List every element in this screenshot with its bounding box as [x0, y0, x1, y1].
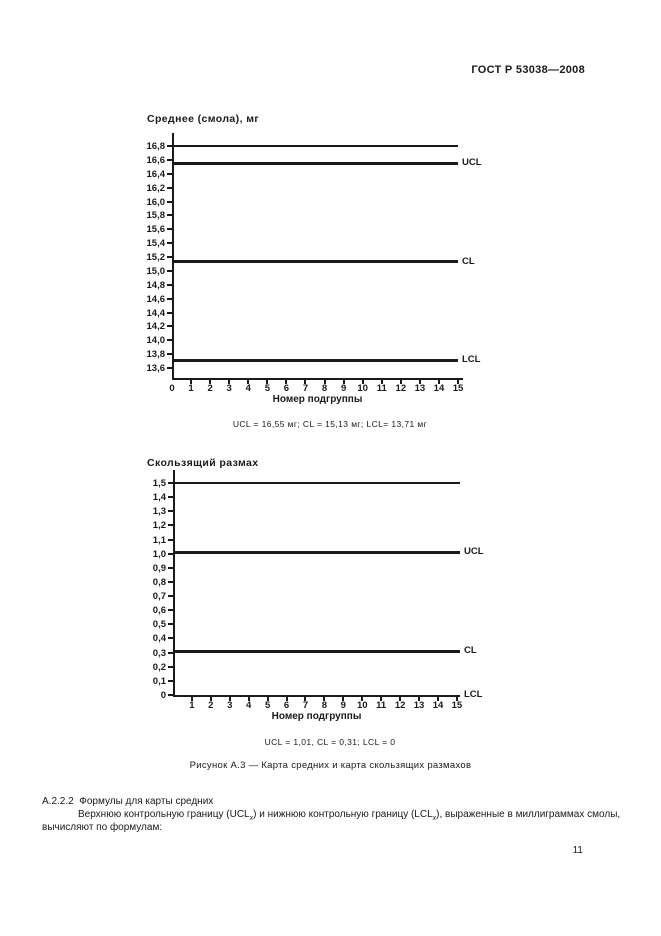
y-tick-label: 13,6 [146, 363, 165, 374]
ucl-subscript: x [249, 815, 254, 822]
chart-title: Среднее (смола), мг [147, 113, 260, 125]
y-tick-label: 0,5 [152, 619, 166, 631]
x-tick-label: 11 [376, 383, 387, 394]
y-axis-line [173, 470, 175, 697]
x-tick-label: 9 [340, 700, 346, 711]
x-tick-label: 7 [302, 700, 309, 711]
x-tick-label: 8 [321, 700, 328, 711]
paragraph-segment: ) и нижнюю контрольную границу (LCL [253, 809, 433, 820]
x-tick-label: 12 [395, 383, 407, 394]
y-tick-label: 14,8 [146, 279, 165, 291]
y-tick-label: 0,3 [152, 647, 166, 659]
y-tick-label: 16,2 [146, 182, 165, 194]
y-tick-label: 16,0 [146, 196, 165, 208]
y-tick-mark [168, 539, 173, 541]
x-tick-label: 6 [283, 700, 290, 711]
section-heading: А.2.2.2 Формулы для карты средних [42, 796, 214, 807]
cl-label: CL [464, 645, 477, 657]
y-tick-label: 15,0 [146, 265, 165, 277]
lcl-label: LCL [464, 689, 483, 700]
y-tick-label: 14,6 [146, 293, 165, 305]
y-tick-mark [168, 609, 173, 611]
x-tick-label: 13 [414, 383, 426, 394]
cl-line [173, 650, 460, 653]
y-tick-label: 15,2 [146, 252, 165, 263]
y-tick-label: 0,1 [152, 675, 166, 687]
section-paragraph [42, 808, 628, 834]
y-tick-label: 15,8 [146, 210, 165, 222]
y-tick-mark [168, 496, 173, 498]
x-tick-label: 5 [264, 383, 270, 394]
y-tick-mark [168, 510, 173, 512]
y-tick-label: 0,8 [152, 576, 166, 588]
y-tick-label: 1,4 [152, 492, 166, 504]
frame-top-line [173, 482, 460, 484]
x-tick-label: 2 [208, 700, 214, 711]
x-tick-label: 4 [245, 383, 251, 394]
x-axis-title: Номер подгруппы [272, 394, 363, 405]
y-tick-label: 14,4 [146, 307, 165, 319]
y-tick-label: 16,6 [146, 154, 165, 166]
lcl-label: LCL [462, 354, 481, 366]
y-tick-label: 15,6 [146, 224, 165, 236]
x-tick-label: 5 [264, 700, 271, 711]
y-tick-mark [168, 567, 173, 569]
x-tick-label: 10 [356, 700, 368, 711]
x-tick-label: 0 [169, 383, 175, 394]
x-tick-label: 12 [394, 700, 406, 711]
x-tick-label: 6 [283, 383, 290, 394]
y-tick-label: 14,0 [146, 335, 165, 347]
y-tick-mark [168, 637, 173, 639]
page-number: 11 [572, 845, 583, 856]
y-tick-label: 0,7 [152, 591, 166, 603]
means-chart-limits-caption: UCL = 16,55 мг; CL = 15,13 мг; LCL= 13,71 мг [232, 419, 428, 429]
cl-label: CL [462, 255, 475, 267]
x-tick-label: 3 [227, 700, 233, 711]
x-tick-label: 1 [188, 383, 194, 394]
y-tick-mark [168, 595, 173, 597]
y-tick-label: 0,4 [152, 633, 166, 645]
x-tick-label: 10 [357, 383, 368, 394]
section-text-block [42, 795, 628, 834]
y-tick-label: 15,4 [146, 238, 165, 250]
y-tick-label: 1,0 [152, 548, 166, 560]
y-tick-label: 1,3 [152, 506, 166, 518]
x-tick-label: 4 [246, 700, 252, 711]
x-axis-title: Номер подгруппы [271, 711, 362, 722]
range-chart-limits-caption: UCL = 1,01, CL = 0,31; LCL = 0 [264, 737, 396, 747]
x-tick-label: 15 [451, 700, 463, 711]
y-tick-label: 16,8 [146, 141, 165, 152]
y-tick-label: 1,2 [152, 520, 166, 532]
chart-title: Скользящий размах [147, 457, 259, 469]
ucl-line [173, 551, 460, 554]
y-tick-label: 0,2 [152, 661, 166, 673]
x-tick-label: 2 [207, 383, 213, 394]
paragraph-segment: Верхнюю контрольную границу (UCL [78, 809, 250, 820]
y-tick-label: 0,9 [152, 562, 166, 574]
x-axis-line [173, 695, 460, 697]
y-tick-mark [168, 623, 173, 625]
x-tick-label: 7 [302, 383, 309, 394]
lcl-subscript: x [432, 815, 437, 822]
y-tick-mark [168, 524, 173, 526]
y-tick-label: 0 [160, 690, 166, 701]
y-tick-label: 1,1 [152, 534, 166, 546]
y-tick-mark [168, 680, 173, 682]
ucl-label: UCL [464, 546, 484, 558]
x-tick-label: 3 [226, 383, 232, 394]
x-tick-label: 9 [340, 383, 347, 394]
y-tick-label: 0,6 [152, 605, 166, 617]
x-tick-label: 14 [432, 700, 444, 711]
x-tick-label: 11 [376, 700, 387, 711]
figure-caption: Рисунок А.3 — Карта средних и карта скользящих размахов [189, 760, 472, 771]
paragraph-segment: ), выраженные в миллиграммах смолы, вычисляют по формулам: [42, 809, 621, 833]
x-tick-label: 1 [189, 700, 195, 711]
x-tick-label: 14 [433, 383, 445, 394]
y-tick-mark [168, 581, 173, 583]
y-tick-label: 14,2 [146, 321, 165, 333]
y-tick-label: 1,5 [152, 478, 166, 489]
y-tick-label: 13,8 [146, 349, 165, 361]
y-tick-mark [168, 666, 173, 668]
doc-header-title: ГОСТ Р 53038—2008 [471, 64, 585, 76]
x-tick-label: 13 [413, 700, 425, 711]
x-tick-label: 15 [452, 383, 464, 394]
y-tick-mark [168, 694, 173, 696]
y-tick-label: 16,4 [146, 168, 165, 180]
ucl-label: UCL [462, 157, 482, 169]
x-tick-label: 8 [321, 383, 328, 394]
